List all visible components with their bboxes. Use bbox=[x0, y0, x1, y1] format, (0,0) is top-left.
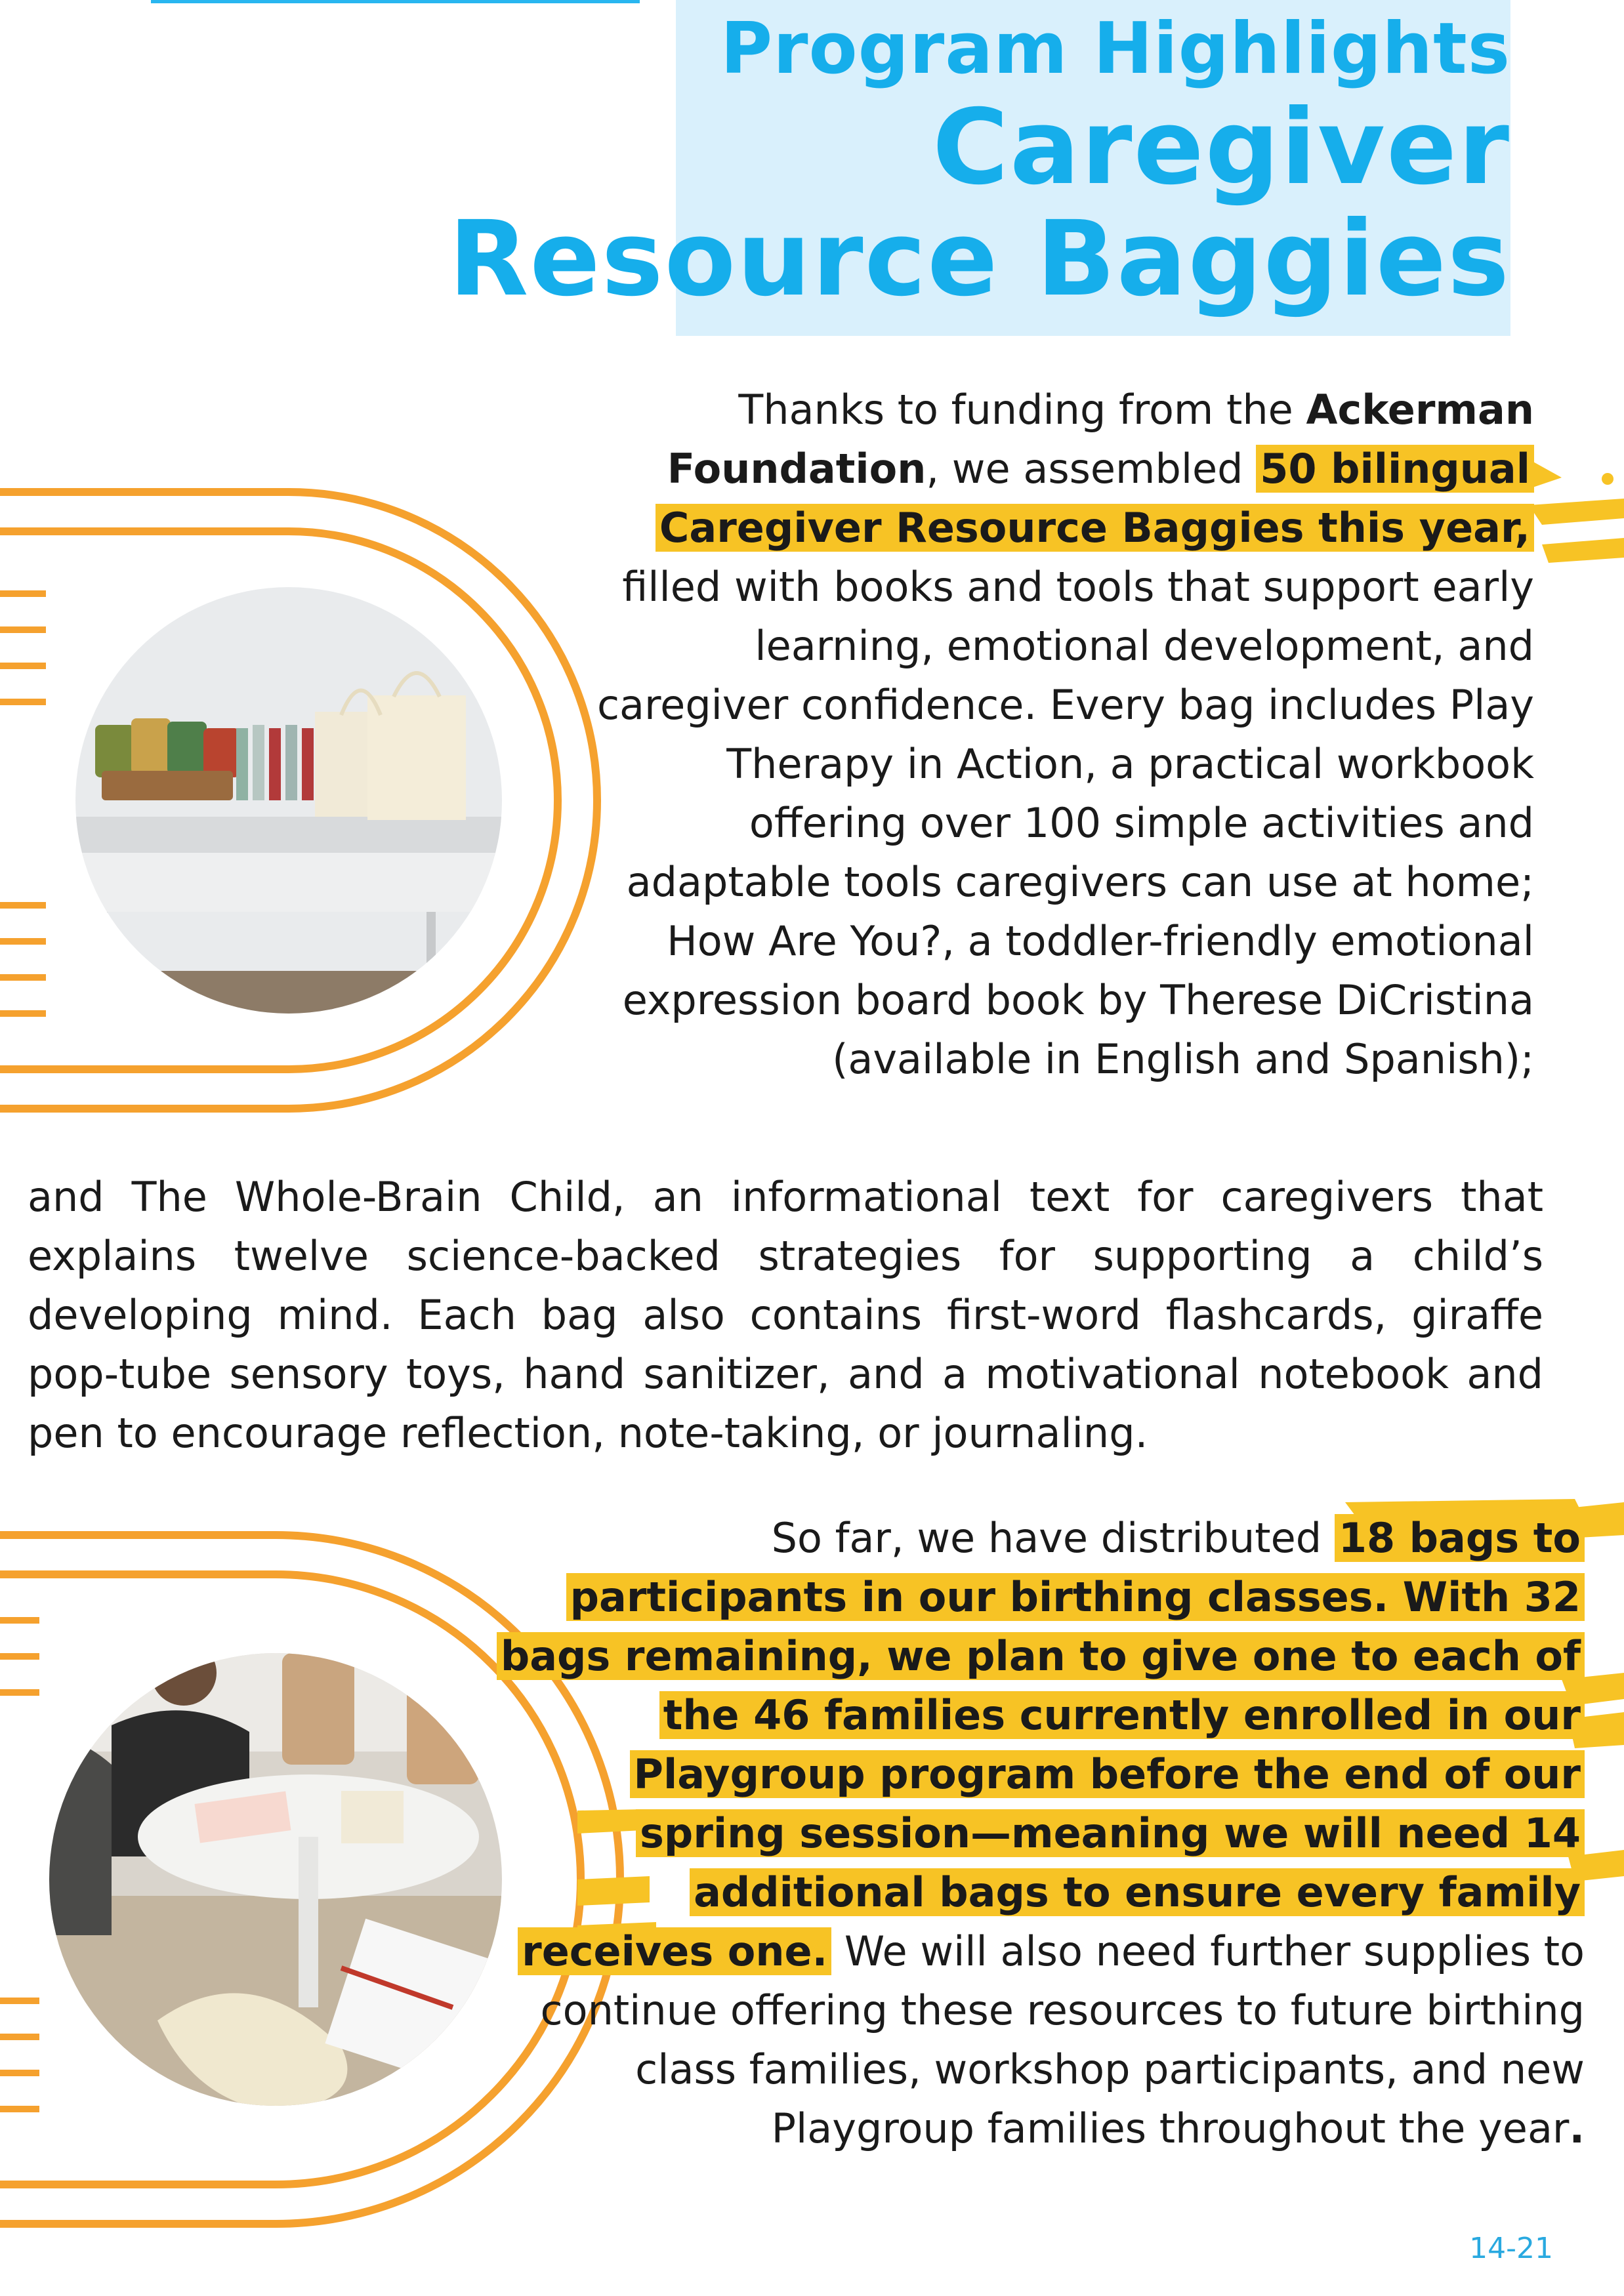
bottles bbox=[236, 725, 314, 800]
section-heading: Program Highlights bbox=[720, 8, 1510, 90]
orange-stripes-2 bbox=[0, 1620, 39, 2109]
distribution-text-2: We will also need further supplies to continue offering these resources to future birthing class families, workshop participants, and new Playgroup families throughout the year bbox=[540, 1927, 1585, 2152]
intro-paragraph bbox=[570, 380, 1534, 1089]
highlight-bag-count: 50 bilingual Caregiver Resource Baggies this year, bbox=[656, 445, 1534, 552]
title-line-2: Resource Baggies bbox=[448, 199, 1510, 319]
intro-text-1: Thanks to funding from the bbox=[738, 386, 1306, 434]
intro-text-2: , we assembled bbox=[926, 445, 1257, 493]
photo-participants bbox=[0, 1640, 528, 2125]
distribution-text-1: So far, we have distributed bbox=[771, 1514, 1335, 1562]
page-number: 14-21 bbox=[1469, 2232, 1553, 2265]
closing-period: . bbox=[1569, 2104, 1585, 2152]
funder-name: Ackerman Foundation bbox=[667, 386, 1534, 493]
orange-stripes-1 bbox=[0, 594, 46, 1014]
distribution-paragraph bbox=[495, 1509, 1585, 2158]
highlight-distribution: 18 bags to participants in our birthing classes. With 32 bags remaining, we plan to give one to each of the 46 families currently enrolled in our Playgroup program before the end of our spring session—meaning we will need 14 additional bags to ensure every family receives one. bbox=[497, 1514, 1585, 1975]
title-line-1: Caregiver bbox=[932, 87, 1510, 208]
intro-text-3: filled with books and tools that support early learning, emotional development, and caregiver confidence. Every bag includes Play Therapy in Action, a practical workbook offering over 100 simple activities and adaptable tools caregivers can use at home; How Are You?, a toddler-friendly emotional expression board book by Therese DiCristina (available in English and Spanish); bbox=[596, 563, 1534, 1083]
snack-packs bbox=[95, 718, 239, 800]
photo-baggies-table bbox=[66, 577, 525, 1050]
contents-paragraph: and The Whole-Brain Child, an informational text for caregivers that explains twelve science-backed strategies for supporting a child’s developing mind. Each bag also contains first-word flashcards, giraffe pop-tube sensory toys, hand sanitizer, and a motivational notebook and pen to encourage reflection, note-taking, or journaling. bbox=[28, 1173, 1543, 1457]
